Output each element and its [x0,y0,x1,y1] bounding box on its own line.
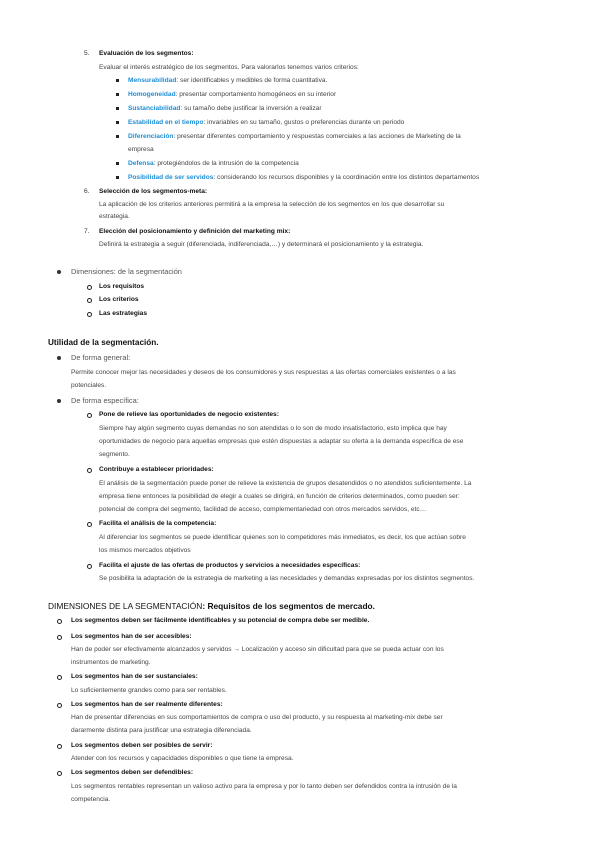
circle-bullet-icon [57,744,62,749]
requisito-text: competencia. [71,796,111,803]
utilidad-specific-label: De forma específica: [71,396,139,405]
circle-bullet-icon [87,413,92,418]
criterion-homogeneidad: Homogeneidad: presentar comportamiento homogéneos en su interior [128,91,337,98]
square-bullet-icon [116,176,119,179]
requisito-text: Lo suficientemente grandes como para ser rentables. [71,687,227,694]
dimension-item: Las estrategias [99,310,148,317]
square-bullet-icon [116,121,119,124]
sec6-title: Selección de los segmentos-meta: [99,188,208,195]
utilidad-heading: Utilidad de la segmentación. [48,338,159,347]
circle-bullet-icon [57,703,62,708]
sec7-title: Elección del posicionamiento y definición del marketing mix: [99,228,291,235]
circle-bullet-icon [87,285,92,290]
requisito-title: Los segmentos han de ser sustanciales: [71,673,198,680]
utilidad-general-text: Permite conocer mejor las necesidades y deseos de los consumidores y sus respuestas a las ofertas comerciales existentes o a las [71,369,456,376]
sec5-title: Evaluación de los segmentos: [99,50,194,57]
dimensions-label: Dimensiones: de la segmentación [71,267,182,276]
criterion-defensa: Defensa: protegiéndolos de la intrusión de la competencia [128,160,299,167]
circle-bullet-icon [57,675,62,680]
square-bullet-icon [116,162,119,165]
circle-bullet-icon [87,312,92,317]
sec7-number: 7. [84,228,90,235]
requisito-text: Han de poder ser efectivamente alcanzados y servidos → Localización y acceso sin dificultad para que se pueda actuar con los [71,646,444,653]
bullet-icon [57,270,61,274]
utilidad-item-text: Se posibilita la adaptación de la estrategia de marketing a las necesidades y demandas expresadas por los distintos segmentos. [99,575,475,582]
square-bullet-icon [116,135,119,138]
criterion-mensurabilidad: Mensurabilidad: ser identificables y medibles de forma cuantitativa. [128,77,328,84]
criterion-posibilidad: Posibilidad de ser servidos: considerando los recursos disponibles y la coordinación entre los distintos departamentos [128,174,480,181]
square-bullet-icon [116,107,119,110]
sec6-text: La aplicación de los criterios anteriores permitirá a la empresa la selección de los segmentos en los que desarrollar su [99,201,445,208]
bullet-icon [57,356,61,360]
requisito-title: Los segmentos deben ser defendibles: [71,769,194,776]
requisito-title: Los segmentos han de ser accesibles: [71,633,192,640]
utilidad-item-text: potencial de compra del segmento, facilidad de acceso, complementariedad con otros mercados servidos, etc… [99,506,427,513]
utilidad-item-text: Siempre hay algún segmento cuyas demandas no son atendidas o lo son de modo insatisfactorio, esto implica que hay [99,425,447,432]
criterion-estabilidad: Estabilidad en el tiempo: invariables en su tamaño, gustos o preferencias durante un periodo [128,119,405,126]
utilidad-item-title: Facilita el ajuste de las ofertas de productos y servicios a necesidades específicas: [99,562,361,569]
criterion-diferenciacion-cont: empresa [128,146,154,153]
requisito-title: Los segmentos han de ser realmente diferentes: [71,701,223,708]
requisito-text: Los segmentos rentables representan un valioso activo para la empresa y por lo tanto deben ser defendidos contra la intrusión de la [71,783,457,790]
circle-bullet-icon [87,298,92,303]
circle-bullet-icon [87,468,92,473]
sec5-number: 5. [84,50,90,57]
criterion-sustanciabilidad: Sustanciabilidad: su tamaño debe justificar la inversión a realizar [128,105,322,112]
sec7-text: Definirá la estrategia a seguir (diferenciada, indiferenciada,…) y determinará el posicionamiento y la estrategia. [99,241,424,248]
square-bullet-icon [116,79,119,82]
requisito-title: Los segmentos deben ser posibles de servir: [71,742,213,749]
utilidad-general-text-cont: potenciales. [71,382,107,389]
utilidad-general-label: De forma general: [71,353,131,362]
sec6-text-cont: estrategia. [99,213,130,220]
circle-bullet-icon [57,619,62,624]
requisito-text: Atender con los recursos y capacidades disponibles o que tiene la empresa. [71,755,294,762]
sec6-number: 6. [84,188,90,195]
utilidad-item-text: segmento. [99,451,130,458]
requisito-text: instrumentos de marketing. [71,659,151,666]
circle-bullet-icon [87,564,92,569]
square-bullet-icon [116,93,119,96]
circle-bullet-icon [57,771,62,776]
utilidad-item-text: Al diferenciar los segmentos se puede identificar quienes son lo competidores más inmediatos, es decir, los que actúan sobre [99,534,466,541]
utilidad-item-text: oportunidades de negocio para aquellas empresas que estén dispuestas a adaptar su oferta a la demanda específica de ese [99,438,464,445]
dimension-item: Los requisitos [99,283,145,290]
requisitos-heading: DIMENSIONES DE LA SEGMENTACIÓN: Requisitos de los segmentos de mercado. [48,601,376,611]
utilidad-item-title: Contribuye a establecer prioridades: [99,466,214,473]
dimension-item: Los criterios [99,296,139,303]
utilidad-item-title: Pone de relieve las oportunidades de negocio existentes: [99,411,279,418]
requisito-text: Han de presentar diferencias en sus comportamientos de compra o uso del producto, y su respuesta al marketing-mix debe ser [71,714,443,721]
utilidad-item-title: Facilita el análisis de la competencia: [99,520,217,527]
utilidad-item-text: los mismos mercados objetivos [99,547,191,554]
circle-bullet-icon [87,522,92,527]
utilidad-item-text: El análisis de la segmentación puede poner de relieve la existencia de grupos desatendidos o no atendidos suficientemente. La [99,480,472,487]
requisito-title: Los segmentos deben ser fácilmente identificables y su potencial de compra debe ser medible. [71,617,370,624]
requisito-text: dararmente distinta para justificar una estrategia diferenciada. [71,727,252,734]
utilidad-item-text: empresa tiene entonces la posibilidad de elegir a cuales se dirigirá, en función de criterios determinados, como pueden ser: [99,493,460,500]
bullet-icon [57,399,61,403]
criterion-diferenciacion: Diferenciación: presentar diferentes comportamiento y respuestas comerciales a las acciones de Marketing de la [128,133,461,140]
sec5-intro: Evaluar el interés estratégico de los segmentos. Para valorarlos tenemos varios criterios: [99,64,359,71]
circle-bullet-icon [57,635,62,640]
